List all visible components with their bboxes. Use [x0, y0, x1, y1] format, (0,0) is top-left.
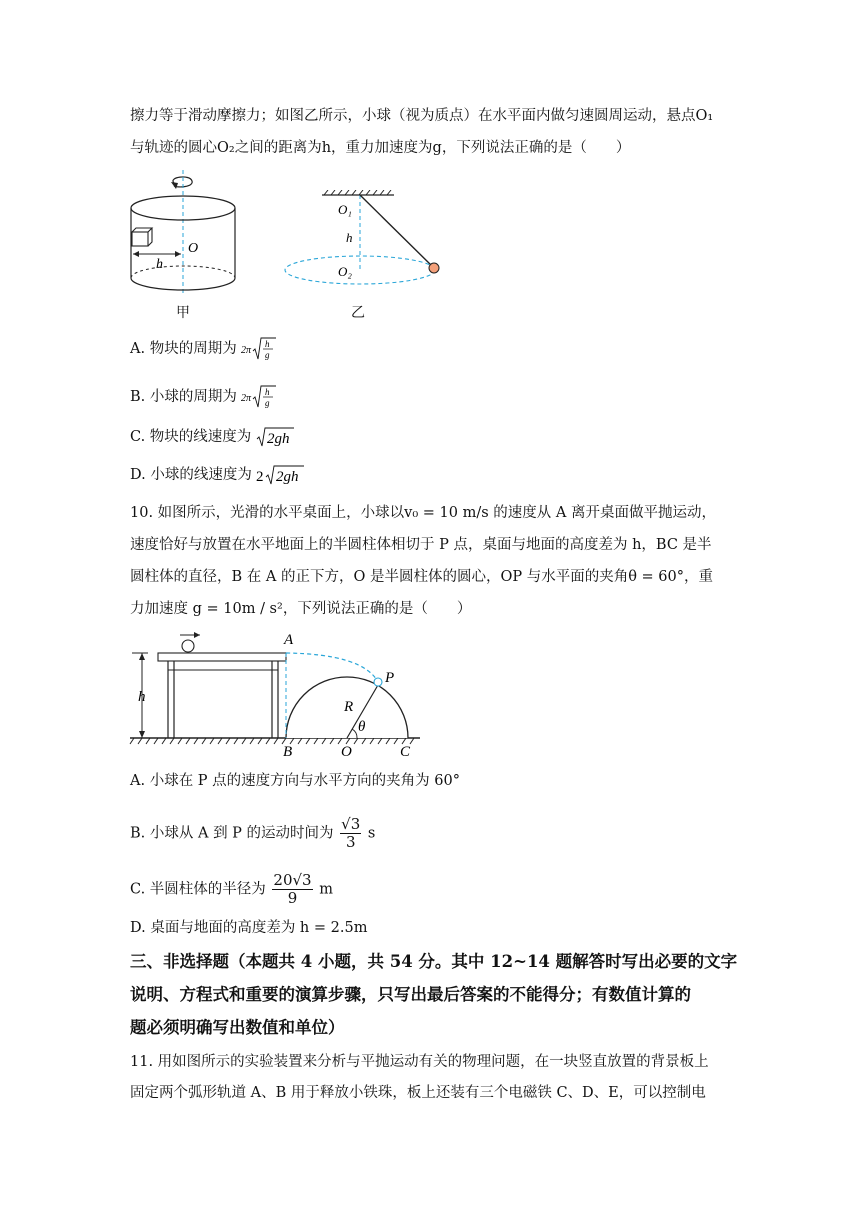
point-p: [374, 678, 382, 686]
fig-q10-label-p: P: [385, 670, 395, 686]
q10-line4: 力加速度 g = 10m / s²，下列说法正确的是（ ）: [130, 601, 472, 617]
q9-option-b[interactable]: [130, 384, 277, 410]
q10-option-d[interactable]: [130, 918, 367, 938]
option-text: 物块的线速度为: [149, 429, 252, 445]
option-text: 小球在 P 点的速度方向与水平方向的夹角为 60°: [149, 773, 460, 789]
math-2pi-sqrt-h-over-g: [241, 336, 277, 362]
svg-text:h: h: [265, 339, 270, 349]
svg-text:g: g: [265, 350, 270, 360]
table-top: [158, 653, 286, 661]
fig-q10-label-o: O: [341, 744, 352, 760]
ball: [182, 640, 194, 652]
unit: m: [319, 881, 333, 898]
math-2pi-sqrt-h-over-g: [241, 384, 277, 410]
section3-heading-line2: 说明、方程式和重要的演算步骤，只写出最后答案的不能得分；有数值计算的: [130, 985, 691, 1004]
option-text: 物块的周期为: [149, 341, 237, 357]
fraction-20sqrt3-over-9: [272, 872, 312, 907]
fig-q10-label-r: R: [344, 699, 354, 715]
option-label: C.: [130, 881, 146, 898]
figure-jia: [124, 168, 244, 318]
section3-heading-line1: 三、非选择题（本题共 4 小题，共 54 分。其中 12~14 题解答时写出必要的文字: [130, 952, 738, 971]
svg-text:g: g: [265, 398, 270, 408]
option-text: 半圆柱体的半径为: [149, 881, 266, 898]
svg-text:2gh: 2gh: [276, 469, 299, 485]
fig-q10-label-b: B: [283, 744, 293, 760]
q10-option-c[interactable]: [130, 872, 333, 907]
q11-line1: 11. 用如图所示的实验装置来分析与平抛运动有关的物理问题，在一块竖直放置的背景板上: [130, 1054, 709, 1070]
option-text: 小球从 A 到 P 的运动时间为: [149, 825, 334, 842]
option-label: B.: [130, 389, 146, 405]
fig-jia-label-h: h: [156, 257, 163, 272]
fraction-numerator: 20√3: [273, 871, 312, 889]
option-label: C.: [130, 429, 146, 445]
q10-line1: 10. 如图所示，光滑的水平桌面上，小球以v₀ = 10 m/s 的速度从 A 离开桌面做平抛运动，: [130, 505, 716, 521]
q9-intro-line2: 与轨迹的圆心O₂之间的距离为h，重力加速度为g，下列说法正确的是（ ）: [130, 140, 631, 156]
figure-q10: [128, 630, 428, 760]
fig-jia-label-o: O: [188, 241, 199, 256]
figure-yi: [276, 190, 446, 300]
q10-option-a[interactable]: [130, 771, 460, 791]
unit: s: [367, 825, 376, 842]
fig-yi-label-o1: O₁: [338, 202, 352, 217]
q10-option-b[interactable]: [130, 816, 375, 851]
svg-text:2π: 2π: [241, 393, 252, 404]
q9-option-a[interactable]: [130, 336, 277, 362]
option-label: D.: [130, 467, 146, 483]
option-label: D.: [130, 920, 146, 936]
svg-text:2gh: 2gh: [266, 431, 290, 447]
q10-line3: 圆柱体的直径，B 在 A 的正下方，O 是半圆柱体的圆心，OP 与水平面的夹角θ = 60°，重: [130, 569, 713, 585]
fig-q10-label-c: C: [400, 744, 411, 760]
fraction-sqrt3-over-3: [340, 816, 361, 851]
q9-option-d[interactable]: [130, 464, 306, 486]
option-label: A.: [130, 773, 146, 789]
fig-yi-label-o2: O₂: [338, 264, 352, 279]
section3-heading-line3: 题必须明确写出数值和单位）: [130, 1018, 345, 1037]
fig-q10-label-theta: θ: [358, 719, 366, 735]
q9-intro-line1: 擦力等于滑动摩擦力；如图乙所示，小球（视为质点）在水平面内做匀速圆周运动，悬点O₁: [130, 108, 714, 124]
q11-line2: 固定两个弧形轨道 A、B 用于释放小铁珠，板上还装有三个电磁铁 C、D、E，可以控制电: [130, 1085, 706, 1101]
fraction-numerator: √3: [341, 815, 361, 833]
option-text: 小球的周期为: [149, 389, 237, 405]
fig-jia-caption: 甲: [176, 305, 190, 321]
fig-q10-label-h: h: [138, 689, 146, 705]
fig-q10-label-a: A: [284, 632, 294, 648]
svg-text:2: 2: [256, 469, 264, 485]
fig-yi-caption: 乙: [351, 305, 365, 321]
fig-yi-label-h: h: [346, 230, 353, 245]
option-label: B.: [130, 825, 146, 842]
option-label: A.: [130, 341, 146, 357]
fraction-denominator: 3: [345, 833, 356, 851]
fraction-denominator: 9: [287, 889, 298, 907]
q9-option-c[interactable]: [130, 426, 296, 448]
option-text: 小球的线速度为: [150, 467, 252, 483]
option-text: 桌面与地面的高度差为 h = 2.5m: [150, 920, 368, 936]
svg-text:h: h: [265, 387, 270, 397]
pendulum-ball: [429, 263, 439, 273]
math-sqrt-2gh: [256, 426, 296, 448]
block: [132, 232, 148, 246]
svg-text:2π: 2π: [241, 345, 252, 356]
q10-line2: 速度恰好与放置在水平地面上的半圆柱体相切于 P 点，桌面与地面的高度差为 h，BC 是半: [130, 537, 712, 553]
math-2-sqrt-2gh: [256, 464, 306, 486]
